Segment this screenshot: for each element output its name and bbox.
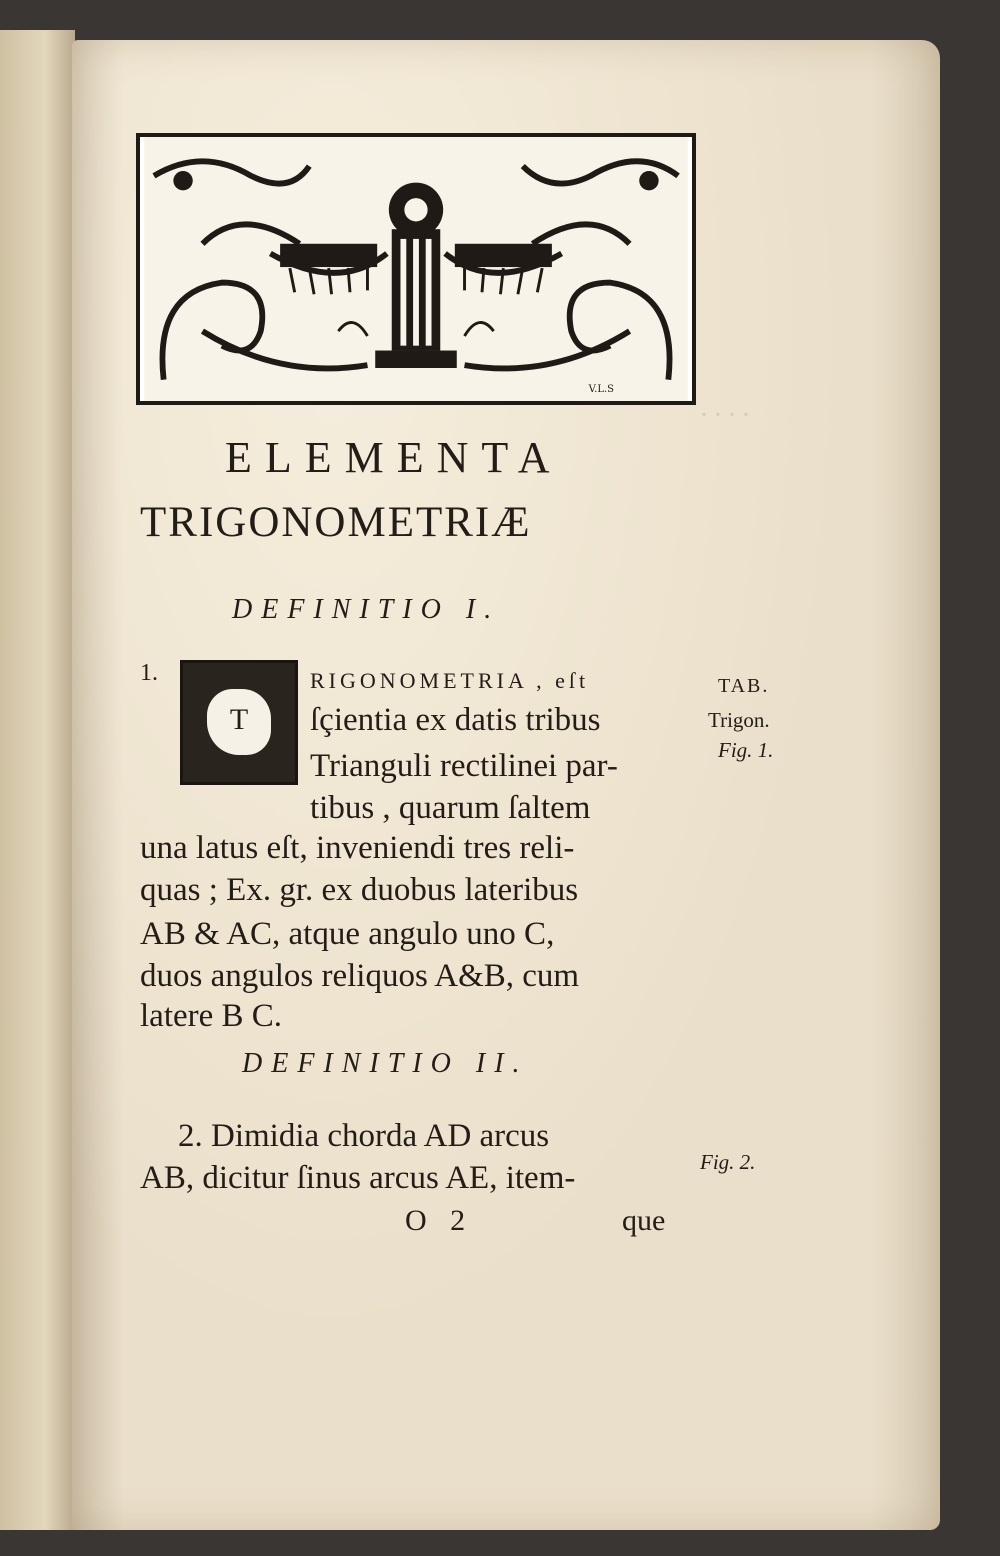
definition-1-line: RIGONOMETRIA , eſt xyxy=(310,668,590,693)
definition-1-line: duos angulos reliquos A&B, cum xyxy=(140,958,580,994)
margin-note-trigon: Trigon. xyxy=(708,708,770,732)
margin-note-fig1: Fig. 1. xyxy=(718,738,774,762)
definition-1-line: tibus , quarum ſaltem xyxy=(310,790,591,826)
left-page-edge xyxy=(0,30,75,1530)
title-line-2: TRIGONOMETRIÆ xyxy=(140,499,532,546)
lyre-ornament-icon xyxy=(140,137,692,401)
headpiece-ornament xyxy=(136,133,696,405)
bleed-through: · · · · xyxy=(700,400,749,431)
margin-note-fig2: Fig. 2. xyxy=(700,1150,756,1174)
definition-1-line: AB & AC, atque angulo uno C, xyxy=(140,916,555,952)
definition-1-line: una latus eſt, inveniendi tres reli- xyxy=(140,830,575,866)
definition-1-line: latere B C. xyxy=(140,998,283,1034)
definition-1-heading: DEFINITIO I. xyxy=(232,594,501,625)
margin-note-tab: TAB. xyxy=(718,675,770,697)
definition-2-line: 2. Dimidia chorda AD arcus xyxy=(178,1118,550,1154)
definition-2-heading: DEFINITIO II. xyxy=(242,1048,529,1079)
definition-1-line: quas ; Ex. gr. ex duobus lateribus xyxy=(140,872,579,908)
drop-cap-letter: T xyxy=(229,703,249,736)
drop-cap xyxy=(180,660,298,785)
definition-1-number: 1. xyxy=(140,660,158,686)
title-line-1: ELEMENTA xyxy=(225,433,563,482)
engraver-signature: V.L.S xyxy=(588,384,614,395)
definition-1-line: ſçientia ex datis tribus xyxy=(310,702,601,738)
definition-2-line: AB, dicitur ſinus arcus AE, item- xyxy=(140,1160,576,1196)
catchword: que xyxy=(622,1204,666,1237)
definition-1-line: Trianguli rectilinei par- xyxy=(310,748,618,784)
signature-mark: O 2 xyxy=(405,1204,474,1237)
